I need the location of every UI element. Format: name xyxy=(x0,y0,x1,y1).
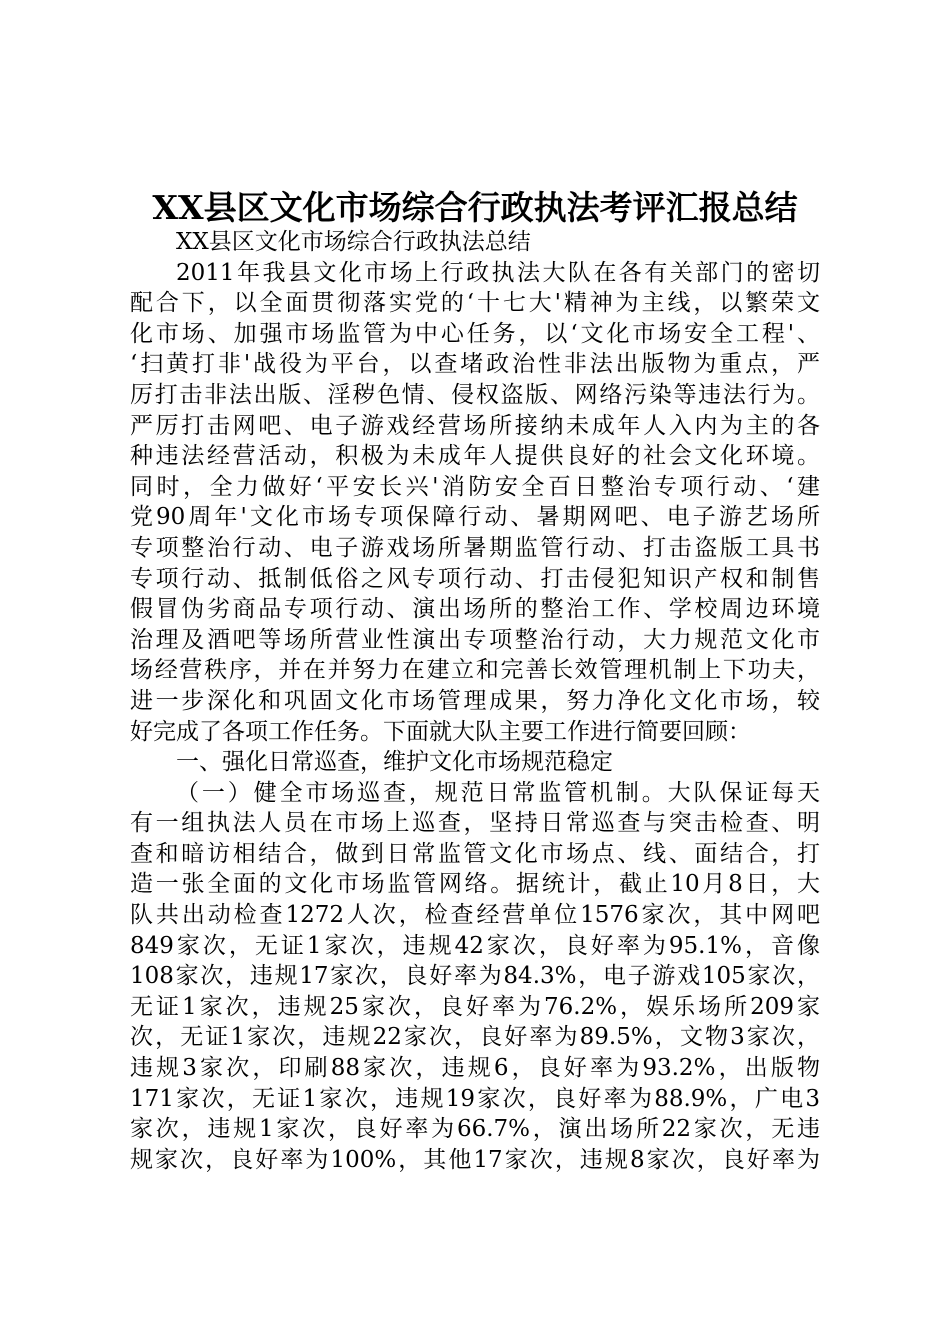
paragraph-line: 种违法经营活动，积极为未成年人提供良好的社会文化环境。 xyxy=(130,443,820,470)
paragraph-line: （一）健全市场巡查，规范日常监管机制。大队保证每天 xyxy=(176,779,820,806)
document-title: XX县区文化市场综合行政执法考评汇报总结 xyxy=(152,188,798,227)
subtitle-line: XX县区文化市场综合行政执法总结 xyxy=(176,229,531,255)
paragraph-line: 好完成了各项工作任务。下面就大队主要工作进行简要回顾： xyxy=(130,718,751,745)
paragraph-line: 171家次，无证1家次，违规19家次，良好率为88.9%，广电3 xyxy=(130,1085,820,1112)
paragraph-line: 队共出动检查1272人次，检查经营单位1576家次，其中网吧 xyxy=(130,902,820,929)
paragraph-line: 党90周年'文化市场专项保障行动、暑期网吧、电子游艺场所 xyxy=(130,504,820,531)
paragraph-line: 化市场、加强市场监管为中心任务，以‘文化市场安全工程'、 xyxy=(130,320,820,347)
paragraph-line: ‘扫黄打非'战役为平台，以查堵政治性非法出版物为重点，严 xyxy=(130,351,820,378)
document-body xyxy=(130,227,820,1175)
paragraph-line: 次，无证1家次，违规22家次，良好率为89.5%，文物3家次， xyxy=(130,1024,820,1051)
paragraph-line: 配合下，以全面贯彻落实党的‘十七大'精神为主线，以繁荣文 xyxy=(130,290,820,317)
paragraph-line: 造一张全面的文化市场监管网络。据统计，截止10月8日，大 xyxy=(130,871,820,898)
paragraph-line: 违规3家次，印刷88家次，违规6，良好率为93.2%，出版物 xyxy=(130,1055,820,1082)
paragraph-line: 治理及酒吧等场所营业性演出专项整治行动，大力规范文化市 xyxy=(130,626,820,653)
paragraph-line: 家次，违规1家次，良好率为66.7%，演出场所22家次，无违 xyxy=(130,1116,820,1143)
paragraph-line: 厉打击非法出版、淫秽色情、侵权盗版、网络污染等违法行为。 xyxy=(130,381,820,408)
paragraph-line: 849家次，无证1家次，违规42家次，良好率为95.1%，音像 xyxy=(130,932,820,959)
paragraph-line: 无证1家次，违规25家次，良好率为76.2%，娱乐场所209家 xyxy=(130,993,820,1020)
paragraph-line: 专项整治行动、电子游戏场所暑期监管行动、打击盗版工具书 xyxy=(130,534,820,561)
paragraph-line: 场经营秩序，并在并努力在建立和完善长效管理机制上下功夫， xyxy=(130,657,820,684)
paragraph-line: 有一组执法人员在市场上巡查，坚持日常巡查与突击检查、明 xyxy=(130,810,820,837)
paragraph-line: 同时，全力做好‘平安长兴'消防安全百日整治专项行动、‘建 xyxy=(130,473,820,500)
paragraph-line: 假冒伪劣商品专项行动、演出场所的整治工作、学校周边环境 xyxy=(130,596,820,623)
paragraph-line: 规家次，良好率为100%，其他17家次，违规8家次，良好率为 xyxy=(130,1146,820,1173)
paragraph-line: 查和暗访相结合，做到日常监管文化市场点、线、面结合，打 xyxy=(130,840,820,867)
section-heading: 一、强化日常巡查，维护文化市场规范稳定 xyxy=(176,749,613,776)
paragraph-line: 严厉打击网吧、电子游戏经营场所接纳未成年人入内为主的各 xyxy=(130,412,820,439)
paragraph-line: 进一步深化和巩固文化市场管理成果，努力净化文化市场，较 xyxy=(130,687,820,714)
paragraph-line: 专项行动、抵制低俗之风专项行动、打击侵犯知识产权和制售 xyxy=(130,565,820,592)
paragraph-line: 2011年我县文化市场上行政执法大队在各有关部门的密切 xyxy=(176,259,820,286)
paragraph-line: 108家次，违规17家次，良好率为84.3%，电子游戏105家次， xyxy=(130,963,820,990)
